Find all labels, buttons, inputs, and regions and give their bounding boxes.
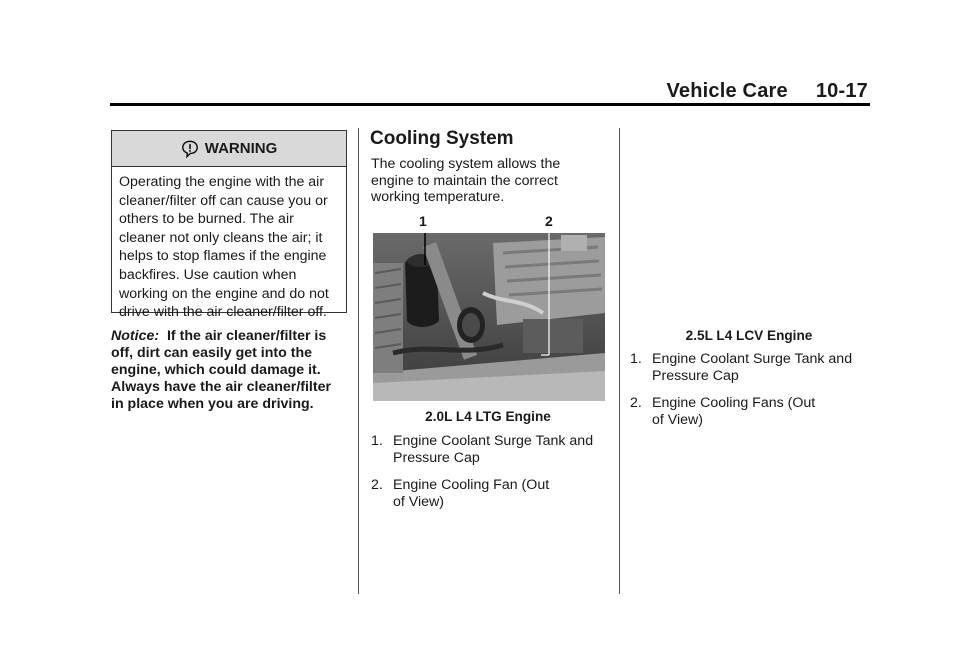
figure-caption-ltg: 2.0L L4 LTG Engine [425,409,551,424]
warning-header [112,131,346,167]
intro-paragraph [371,156,601,206]
intro-line: working temperature. [371,189,505,205]
callout-1: 1 [419,213,427,229]
item-line: of View) [652,411,703,428]
callout-2: 2 [545,213,553,229]
header-rule [110,103,870,106]
warning-title: WARNING [204,140,278,157]
warning-line: backfires. Use caution when [119,266,297,283]
warning-line: working on the engine and do not [119,285,329,302]
warning-line: cleaner/filter off can cause you or [119,192,328,209]
item-line: Engine Coolant Surge Tank and [652,351,853,367]
item-line: Engine Coolant Surge Tank and [393,433,594,449]
notice-label: Notice: [111,328,160,344]
list-item [371,477,611,510]
engine-bay-photo [373,233,605,401]
item-number: 1. [630,351,642,367]
list-item [371,433,611,466]
notice-line: in place when you are driving. [111,396,314,412]
warning-line: helps to stop flames if the engine [119,248,327,265]
item-line: of View) [393,493,444,510]
item-line: Pressure Cap [393,449,480,466]
warning-line: others to be burned. The air [119,211,294,228]
caution-bubble-icon [181,140,199,158]
item-line: Engine Cooling Fan (Out [393,477,550,493]
page-number: 10-17 [815,80,868,102]
warning-text [112,167,346,322]
item-number: 2. [630,395,642,411]
notice-line: If the air cleaner/filter is [166,328,327,344]
list-item [630,395,870,428]
notice-line: off, dirt can easily get into the [111,345,313,361]
item-number: 2. [371,477,383,493]
notice-line: Always have the air cleaner/filter [111,379,332,395]
warning-line: drive with the air cleaner/filter off. [119,304,327,321]
column-divider-right [619,128,620,594]
figure-caption-lcv: 2.5L L4 LCV Engine [685,328,813,343]
section-title: Cooling System [370,128,514,149]
column-divider-left [358,128,359,594]
section-name: Vehicle Care [666,80,788,102]
item-line: Engine Cooling Fans (Out [652,395,816,411]
item-line: Pressure Cap [652,367,739,384]
notice-line: engine, which could damage it. [111,362,321,378]
ltg-callout-list [371,433,611,521]
warning-box [111,130,347,321]
warning-line: Operating the engine with the air [119,174,325,190]
intro-line: The cooling system allows the [371,156,561,172]
engine-figure [373,213,605,403]
list-item [630,351,870,384]
intro-line: engine to maintain the correct [371,172,558,189]
page-header [0,80,868,103]
notice-paragraph [111,328,351,413]
lcv-callout-list [630,351,870,439]
item-number: 1. [371,433,383,449]
warning-line: cleaner not only cleans the air; it [119,229,323,246]
